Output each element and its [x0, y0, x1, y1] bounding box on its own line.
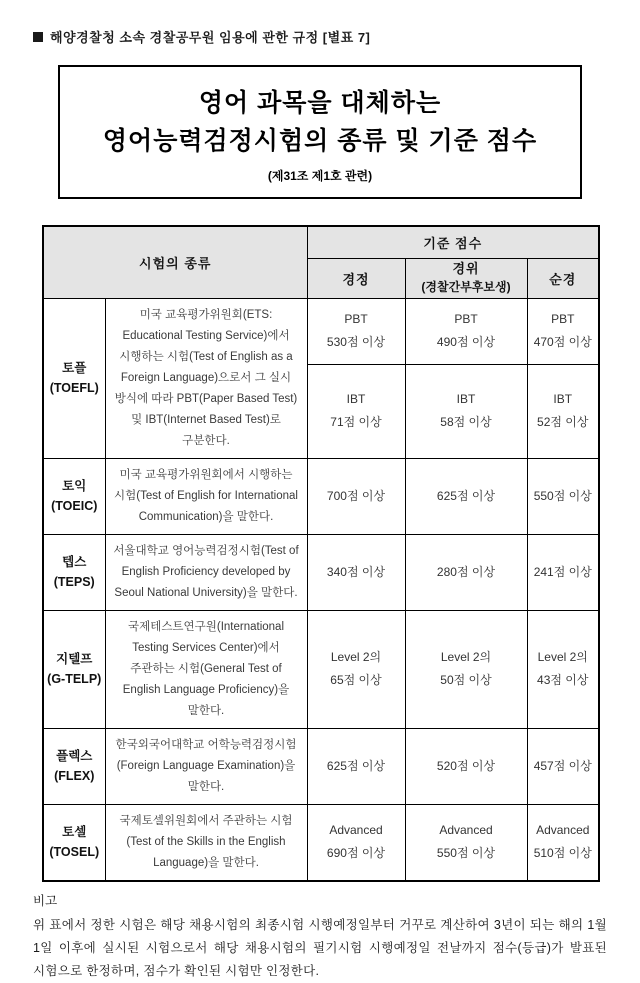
score-value: 43점 이상: [537, 673, 589, 687]
score-cell: [405, 364, 527, 458]
score-cell: 280점 이상: [405, 534, 527, 610]
page-title-line2: 영어능력검정시험의 종류 및 기준 점수: [102, 127, 538, 155]
test-desc-cell: 서울대학교 영어능력검정시험(Test of English Proficiency developed by Seoul National University)을 말한다.: [105, 534, 307, 610]
test-name-abbr: (G-TELP): [47, 672, 102, 686]
score-cell: 241점 이상: [527, 534, 599, 610]
score-value: 58점 이상: [440, 415, 492, 430]
col-header-standard-score: 기준 점수: [307, 226, 599, 258]
score-value: 50점 이상: [440, 673, 492, 687]
score-cell: [307, 298, 405, 364]
score-label: PBT: [551, 312, 575, 327]
regulation-reference: [0, 0, 640, 46]
remarks-label: 비고: [33, 893, 58, 908]
test-name-korean: 지텔프: [56, 652, 93, 666]
score-label: IBT: [346, 392, 366, 407]
score-value: 550점 이상: [436, 846, 496, 860]
score-value: 690점 이상: [326, 846, 386, 860]
score-cell: [405, 610, 527, 728]
score-cell: 550점 이상: [527, 458, 599, 534]
score-label: PBT: [344, 312, 368, 327]
score-value: 52점 이상: [537, 415, 589, 430]
score-level: Advanced: [329, 823, 383, 837]
test-desc-cell: 국제테스트연구원(International Testing Services Center)에서 주관하는 시험(General Test of English Language Proficiency)을 말한다.: [105, 610, 307, 728]
score-value: 490점 이상: [436, 335, 496, 350]
table-row-toeic: [43, 458, 599, 534]
test-name-korean: 토익: [62, 479, 87, 493]
col-header-test-type: 시험의 종류: [43, 226, 307, 298]
score-cell: [307, 804, 405, 881]
test-name-abbr: (TOEFL): [49, 381, 99, 395]
score-cell: [405, 804, 527, 881]
col-header-rank-gyeongwi: [405, 258, 527, 298]
score-cell: [527, 610, 599, 728]
score-cell: [307, 364, 405, 458]
page-title-line1: 영어 과목을 대체하는: [198, 89, 442, 117]
test-name-korean: 플렉스: [56, 749, 93, 763]
score-cell: [527, 298, 599, 364]
regulation-reference-text: 해양경찰청 소속 경찰공무원 임용에 관한 규정 [별표 7]: [50, 30, 371, 45]
score-cell: 340점 이상: [307, 534, 405, 610]
test-name-abbr: (TOEIC): [51, 499, 98, 513]
square-bullet-icon: [33, 32, 43, 42]
test-name-cell: [43, 458, 105, 534]
page-title-subtitle: (제31조 제1호 관련): [267, 169, 373, 183]
score-cell: [527, 364, 599, 458]
test-name-abbr: (TEPS): [53, 575, 95, 589]
score-cell: 457점 이상: [527, 728, 599, 804]
test-desc-cell: 국제토셀위원회에서 주관하는 시험(Test of the Skills in the English Language)을 말한다.: [105, 804, 307, 881]
score-table: [42, 225, 600, 882]
test-name-cell: [43, 610, 105, 728]
score-cell: 625점 이상: [307, 728, 405, 804]
score-value: 71점 이상: [330, 415, 382, 430]
test-desc-cell: 미국 교육평가위원회(ETS: Educational Testing Service)에서 시행하는 시험(Test of English as a Foreign Language)으로서 그 실시 방식에 따라 PBT(Paper Based Test) 및 IBT(Internet Based Test)로 구분한다.: [105, 298, 307, 458]
test-desc-cell: 한국외국어대학교 어학능력검정시험(Foreign Language Examination)을 말한다.: [105, 728, 307, 804]
test-name-korean: 토플: [62, 361, 87, 375]
test-name-abbr: (TOSEL): [49, 845, 100, 859]
rank-gyeongwi-line1: 경위: [452, 261, 480, 276]
rank-gyeongwi-line2: (경찰간부후보생): [421, 280, 511, 294]
score-label: IBT: [553, 392, 573, 407]
table-row-gtelp: [43, 610, 599, 728]
score-cell: [405, 298, 527, 364]
table-row-teps: [43, 534, 599, 610]
test-name-abbr: (FLEX): [54, 769, 95, 783]
score-level: Advanced: [536, 823, 590, 837]
test-name-korean: 토셀: [62, 825, 87, 839]
score-level: Advanced: [439, 823, 493, 837]
col-header-rank-sungyeong: 순경: [527, 258, 599, 298]
score-level: Level 2의: [440, 650, 492, 664]
score-value: 65점 이상: [330, 673, 382, 687]
test-name-cell: [43, 804, 105, 881]
score-cell: 520점 이상: [405, 728, 527, 804]
score-cell: [527, 804, 599, 881]
score-level: Level 2의: [330, 650, 382, 664]
test-desc-cell: 미국 교육평가위원회에서 시행하는 시험(Test of English for International Communication)을 말한다.: [105, 458, 307, 534]
score-cell: 625점 이상: [405, 458, 527, 534]
score-cell: [307, 610, 405, 728]
table-row-toefl-pbt: [43, 298, 599, 364]
score-value: 470점 이상: [533, 335, 592, 350]
title-box: [58, 65, 582, 199]
score-label: IBT: [456, 392, 476, 407]
score-value: 530점 이상: [326, 335, 386, 350]
table-row-tosel: [43, 804, 599, 881]
test-name-cell: [43, 728, 105, 804]
remarks-section: [33, 890, 607, 983]
score-cell: 700점 이상: [307, 458, 405, 534]
score-label: PBT: [454, 312, 478, 327]
col-header-rank-gyeongjeong: 경정: [307, 258, 405, 298]
table-row-flex: [43, 728, 599, 804]
remarks-text: 위 표에서 정한 시험은 해당 채용시험의 최종시험 시행예정일부터 거꾸로 계산하여 3년이 되는 해의 1월 1일 이후에 실시된 시험으로서 해당 채용시험의 필기시험 시행예정일 전날까지 점수(등급)가 발표된 시험으로 한정하며, 점수가 확인된 시험만 인정한다.: [33, 917, 607, 978]
test-name-cell: [43, 298, 105, 458]
table-header-row-1: [43, 226, 599, 258]
test-name-korean: 텝스: [62, 555, 87, 569]
score-value: 510점 이상: [533, 846, 592, 860]
score-level: Level 2의: [537, 650, 588, 664]
test-name-cell: [43, 534, 105, 610]
